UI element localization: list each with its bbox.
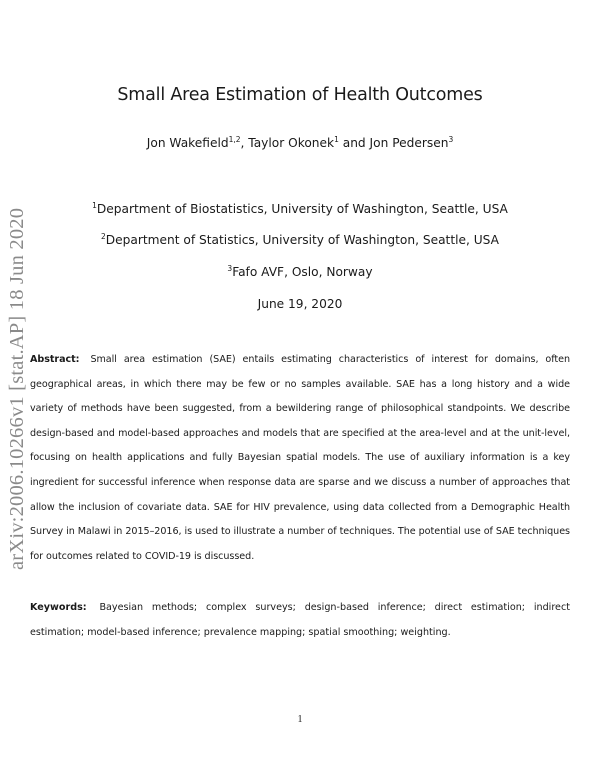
affil-mark: 2 (101, 232, 106, 241)
author-separator: , (240, 136, 249, 150)
author-affil-mark: 1 (334, 135, 339, 144)
abstract-text: Small area estimation (SAE) entails estimating characteristics of interest for domains, often geographical areas, in which there may be few or no samples available. SAE has a long history and a wide variety of methods have been suggested, from a bewildering range of philosophical standpoints. We describe design-based and model-based approaches and models that are specified at the area-level and at the unit-level, focusing on health applications and fully Bayesian spatial models. The use of auxiliary information is a key ingredient for successful inference when response data are sparse and we discuss a number of approaches that allow the inclusion of covariate data. SAE for HIV prevalence, using data collected from a Demographic Health Survey in Malawi in 2015–2016, is used to illustrate a number of techniques. The potential use of SAE techniques for outcomes related to COVID-19 is discussed. (30, 354, 571, 562)
arxiv-stamp: arXiv:2006.10266v1 [stat.AP] 18 Jun 2020 (6, 207, 28, 570)
keywords (30, 596, 570, 645)
author-affil-mark: 1,2 (228, 135, 241, 144)
author-list (0, 136, 600, 150)
keywords-label: Keywords: (30, 602, 87, 613)
page-number: 1 (297, 714, 303, 725)
publication-date: June 19, 2020 (257, 297, 343, 311)
abstract-label: Abstract: (30, 354, 80, 365)
author-affil-mark: 3 (448, 135, 454, 144)
affil-mark: 3 (227, 264, 233, 273)
affiliation-3 (0, 265, 600, 279)
affiliation-2 (0, 233, 600, 247)
abstract (30, 348, 570, 569)
keywords-text: Bayesian methods; complex surveys; design-based inference; direct estimation; indirect estimation; model-based inference; prevalence mapping; spatial smoothing; weighting. (30, 602, 570, 638)
affiliation-1 (0, 202, 600, 216)
affil-text: Fafo AVF, Oslo, Norway (232, 265, 373, 279)
paper-title: Small Area Estimation of Health Outcomes (117, 85, 483, 105)
author-name: Jon Wakefield (146, 136, 229, 150)
affil-text: Department of Statistics, University of Washington, Seattle, USA (105, 233, 499, 247)
affil-mark: 1 (92, 201, 97, 210)
author-name: Taylor Okonek (248, 136, 335, 150)
author-separator: and (338, 136, 370, 150)
author-name: Jon Pedersen (369, 136, 449, 150)
affil-text: Department of Biostatistics, University of Washington, Seattle, USA (96, 202, 508, 216)
